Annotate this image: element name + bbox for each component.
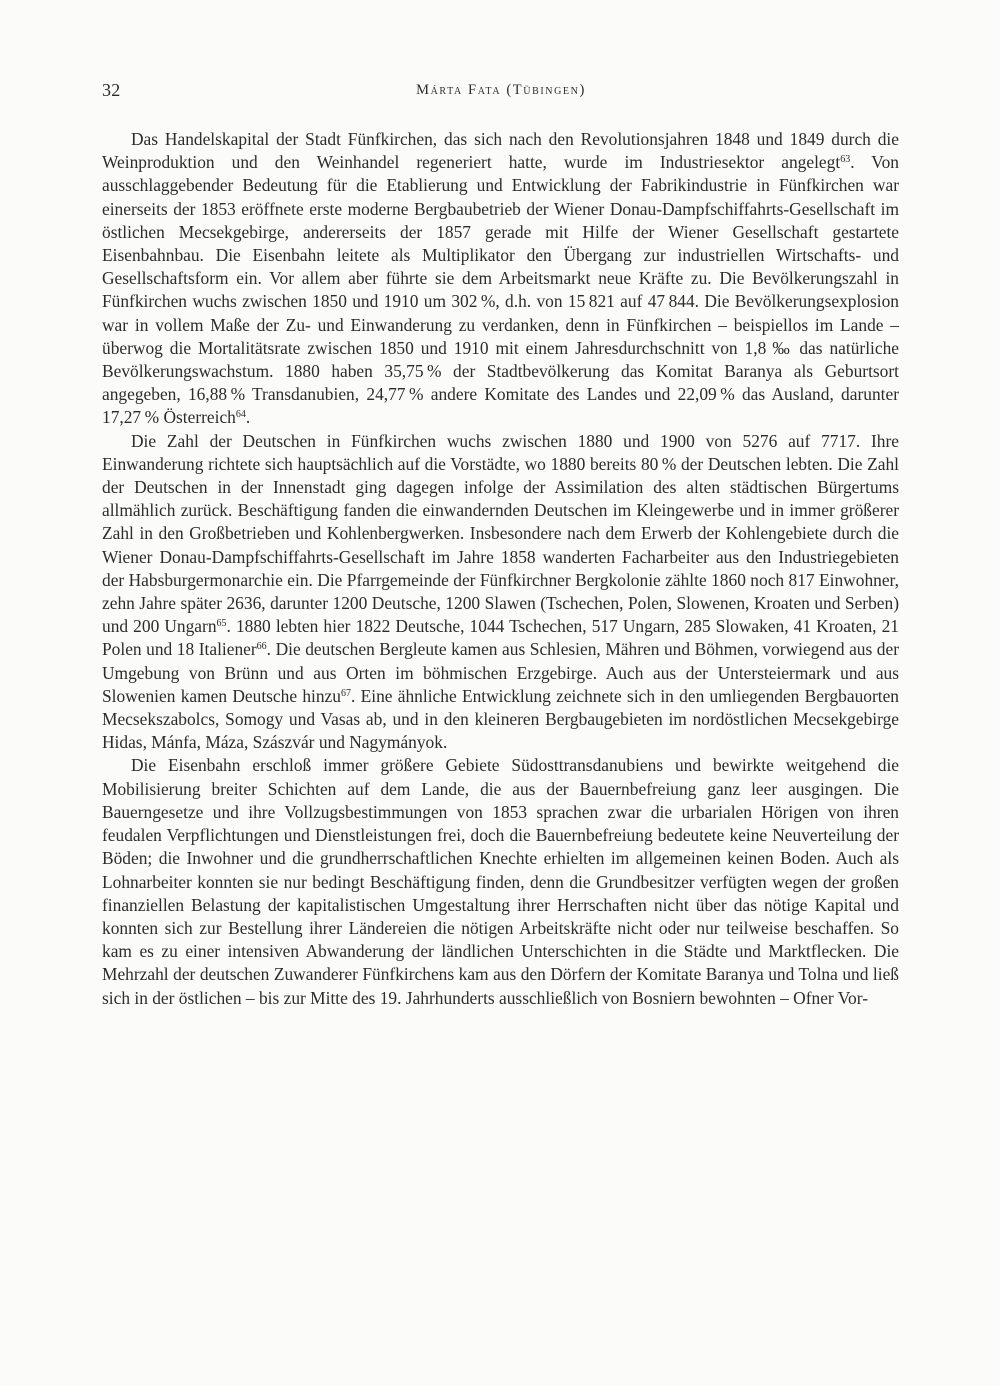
paragraph <box>102 754 899 1009</box>
paragraph <box>102 430 899 755</box>
text-run: Die Zahl der Deutschen in Fünfkirchen wuchs zwischen 1880 und 1900 von 5276 auf 7717. Ihre Einwanderung richtete sich hauptsächlich auf die Vorstädte, wo 1880 bereits 80 % der Deutschen lebten. Die Zahl der Deutschen in der Innenstadt ging dagegen infolge der Assimilation des alten städtischen Bürgertums allmählich zurück. Beschäftigung fanden die einwandernden Deutschen im Kleingewerbe und in immer größerer Zahl in den Großbetrieben und Kohlenbergwerken. Insbesondere nach dem Erwerb der Kohlengebiete durch die Wiener Donau-Dampfschiffahrts-Gesellschaft im Jahre 1858 wanderten Facharbeiter aus den Industriegebieten der Habsburgermonarchie ein. Die Pfarrgemeinde der Fünfkirchner Bergkolonie zählte 1860 noch 817 Einwohner, zehn Jahre später 2636, darunter 1200 Deutsche, 1200 Slawen (Tschechen, Polen, Slowenen, Kroaten und Serben) und 200 Ungarn <box>102 430 899 637</box>
footnote-ref[interactable]: 65 <box>216 618 227 630</box>
paragraph <box>102 128 899 430</box>
footnote-ref[interactable]: 66 <box>256 641 267 653</box>
text-run: . 1880 lebten hier 1822 Deutsche, 1044 Tschechen, 517 Ungarn, 285 Slowaken, 41 Kroaten, 21 Polen und 18 Italiener <box>102 616 899 660</box>
footnote-ref[interactable]: 64 <box>235 409 246 421</box>
text-run: Die Eisenbahn erschloß immer größere Gebiete Südosttransdanubiens und bewirkte weitgehend die Mobilisierung breiter Schichten auf dem Lande, die aus der Bauernbefreiung ganz leer ausgingen. Die Bauerngesetze und ihre Vollzugsbestimmungen von 1853 sprachen zwar die urbarialen Hörigen von ihren feudalen Verpflichtungen und Dienstleistungen frei, doch die Bauernbefreiung bedeutete keine Neuverteilung der Böden; die Inwohner und die grundherrschaftlichen Knechte erhielten im allgemeinen keinen Boden. Auch als Lohnarbeiter konnten sie nur bedingt Beschäftigung finden, denn die Grundbesitzer verfügten wegen der großen finanziellen Belastung der kapitalistischen Umgestaltung ihrer Herrschaften nicht über das nötige Kapital und konnten sich zur Bestellung ihrer Ländereien die nötigen Arbeitskräfte nicht oder nur teilweise beschaffen. So kam es zu einer intensiven Abwanderung der ländlichen Unterschichten in die Städte und Marktflecken. Die Mehrzahl der deutschen Zuwanderer Fünfkirchens kam aus den Dörfern der Komitate Baranya und Tolna und ließ sich in der östlichen – bis zur Mitte des 19. Jahrhunderts ausschließlich von Bosniern bewohnten – Ofner Vor- <box>102 755 899 1008</box>
text-run: . Von ausschlaggebender Bedeutung für die Etablierung und Entwicklung der Fabrikindustrie in Fünfkirchen war einerseits der 1853 eröffnete erste moderne Bergbaubetrieb der Wiener Donau-Dampfschiffahrts-Gesellschaft im östlichen Mecsekgebirge, andererseits der 1857 gerade mit Hilfe der Wiener Gesellschaft gestartete Eisenbahnbau. Die Eisenbahn leitete als Multiplikator den Übergang zur industriellen Wirtschafts- und Gesellschaftsform ein. Vor allem aber führte sie dem Arbeitsmarkt neue Kräfte zu. Die Bevölkerungszahl in Fünfkirchen wuchs zwischen 1850 und 1910 um 302 %, d.h. von 15 821 auf 47 844. Die Bevölkerungsexplosion war in vollem Maße der Zu- und Einwanderung zu verdanken, denn in Fünfkirchen – beispiellos im Lande – überwog die Mortalitätsrate zwischen 1850 und 1910 mit einem Jahresdurchschnitt von 1,8 ‰ das natürliche Bevölkerungswachstum. 1880 haben 35,75 % der Stadtbevölkerung das Komitat Baranya als Geburtsort angegeben, 16,88 % Transdanubien, 24,77 % andere Komitate des Landes und 22,09 % das Ausland, darunter 17,27 % Österreich <box>102 152 899 428</box>
text-run: . Die deutschen Bergleute kamen aus Schlesien, Mähren und Böhmen, vorwiegend aus der Umgebung von Brünn und aus Orten im böhmischen Erzgebirge. Auch aus der Untersteiermark und aus Slowenien kamen Deutsche hinzu <box>102 639 900 706</box>
body-text <box>102 128 899 1010</box>
text-run: . Eine ähnliche Entwicklung zeichnete sich in den umliegenden Bergbauorten Mecsekszabolcs, Somogy und Vasas ab, und in den kleineren Bergbaugebieten im nordöstlichen Mecsekgebirge Hidas, Mánfa, Máza, Szászvár und Nagymányok. <box>102 685 899 753</box>
text-run: . <box>245 407 251 428</box>
running-head: Márta Fata (Tübingen) <box>416 82 586 98</box>
text-run: Das Handelskapital der Stadt Fünfkirchen, das sich nach den Revolutionsjahren 1848 und 1849 durch die Weinproduktion und den Weinhandel regeneriert hatte, wurde im Industriesektor angelegt <box>102 129 899 173</box>
page-number: 32 <box>102 80 121 100</box>
footnote-ref[interactable]: 67 <box>340 687 351 699</box>
footnote-ref[interactable]: 63 <box>840 154 851 166</box>
page-header <box>102 80 900 110</box>
